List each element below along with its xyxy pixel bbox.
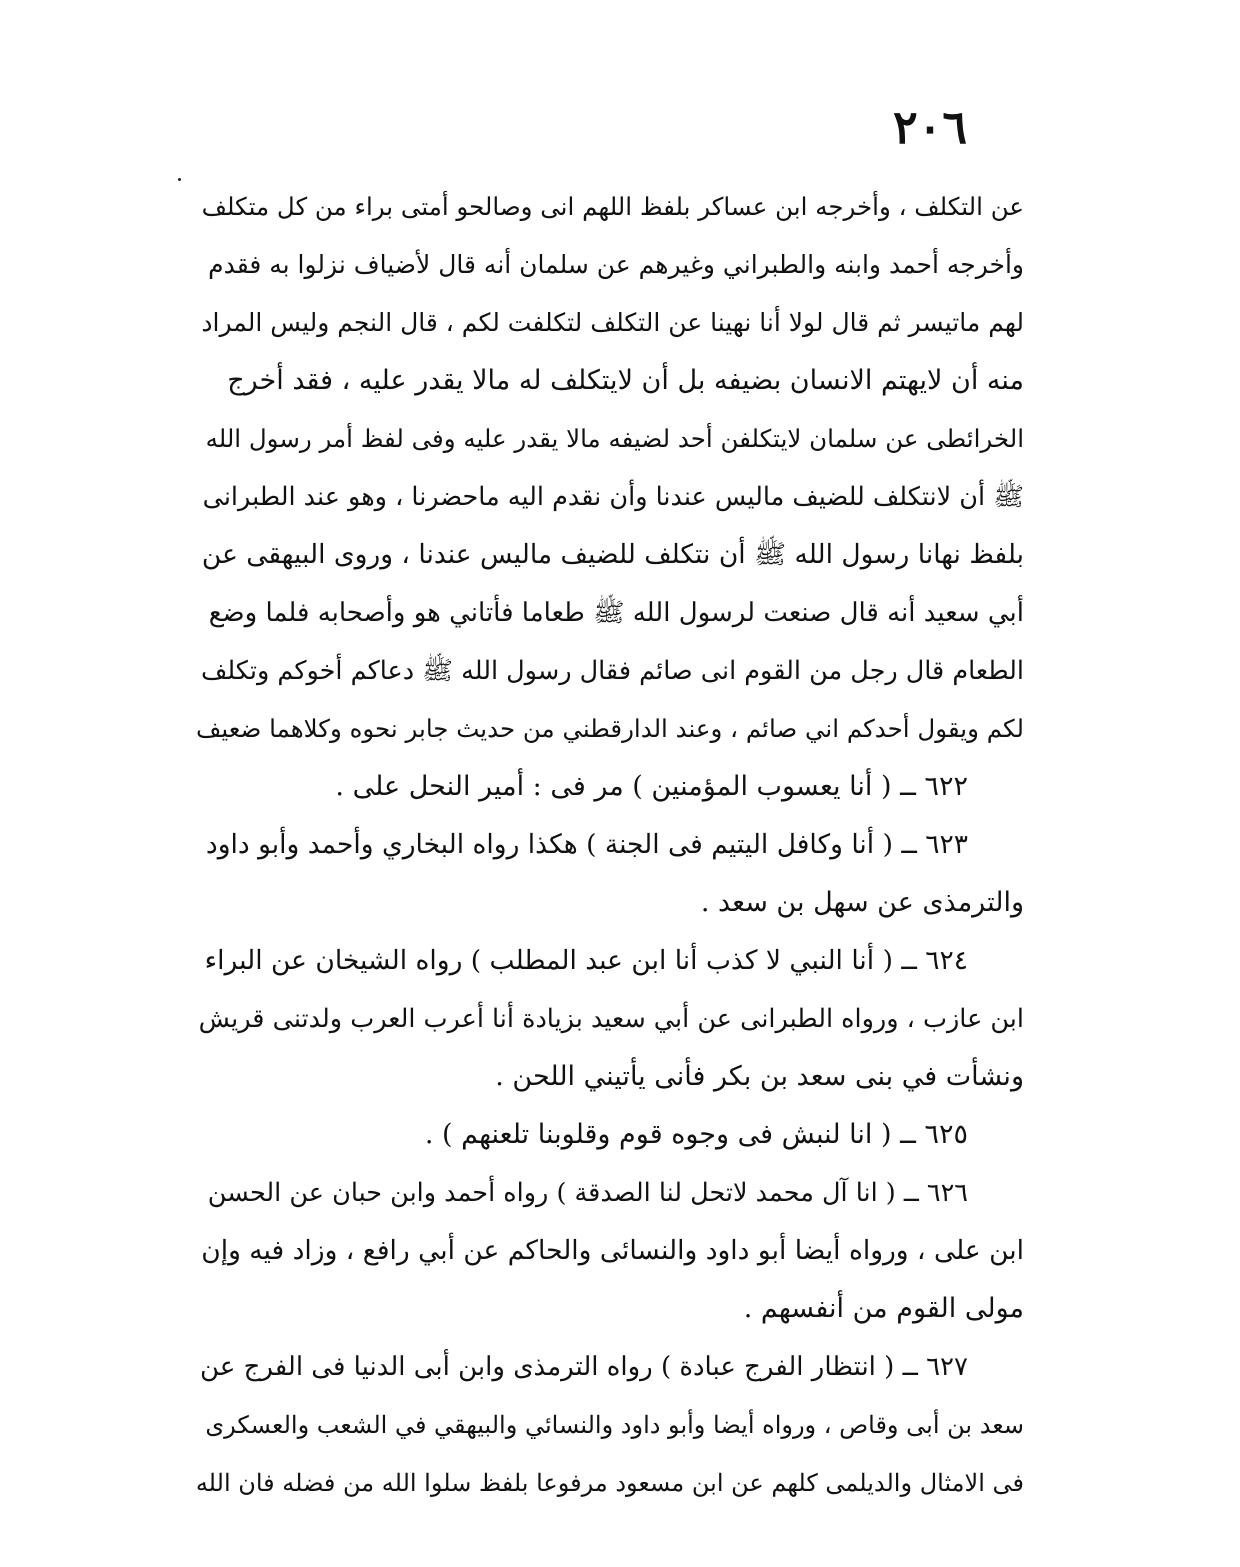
text-line: ٦٢٦ ــ ( انا آل محمد لاتحل لنا الصدقة ) رواه أحمد وابن حبان عن الحسن [207, 1178, 968, 1208]
text-line: ٦٢٥ ــ ( انا لنبش فى وجوه قوم وقلوبنا تلعنهم ) . [424, 1119, 968, 1150]
text-line: مولى القوم من أنفسهم . [743, 1293, 1024, 1324]
text-line: الطعام قال رجل من القوم انى صائم فقال رسول الله ﷺ دعاكم أخوكم وتكلف [200, 656, 1024, 686]
body-text [196, 178, 1024, 1512]
text-line: ابن عازب ، ورواه الطبرانى عن أبي سعيد بزيادة أنا أعرب العرب ولدتنى قريش [198, 1004, 1024, 1034]
scan-speck [178, 178, 181, 181]
text-line: ٦٢٤ ــ ( أنا النبي لا كذب أنا ابن عبد المطلب ) رواه الشيخان عن البراء [204, 945, 968, 976]
text-line: لكم ويقول أحدكم اني صائم ، وعند الدارقطني من حديث جابر نحوه وكلاهما ضعيف [196, 714, 1024, 743]
text-line: ابن على ، ورواه أيضا أبو داود والنسائى والحاكم عن أبي رافع ، وزاد فيه وإن [201, 1235, 1024, 1266]
text-line: منه أن لايهتم الانسان بضيفه بل أن لايتكلف له مالا يقدر عليه ، فقد أخرج [227, 365, 1024, 396]
text-line: والترمذى عن سهل بن سعد . [700, 887, 1024, 918]
text-line: سعد بن أبى وقاص ، ورواه أيضا وأبو داود والنسائي والبيهقي في الشعب والعسكرى [205, 1411, 1024, 1439]
text-line: أبي سعيد أنه قال صنعت لرسول الله ﷺ طعاما فأتاني هو وأصحابه فلما وضع [208, 598, 1024, 628]
page-number: ٢٠٦ [892, 100, 968, 154]
text-line: ﷺ أن لانتكلف للضيف ماليس عندنا وأن نقدم اليه ماحضرنا ، وهو عند الطبرانى [202, 482, 1024, 512]
text-line: الخرائطى عن سلمان لايتكلفن أحد لضيفه مالا يقدر عليه وفى لفظ أمر رسول الله [205, 424, 1024, 453]
text-line: ٦٢٧ ــ ( انتظار الفرج عبادة ) رواه الترمذى وابن أبى الدنيا فى الفرج عن [200, 1352, 968, 1382]
text-line: ونشأت في بنى سعد بن بكر فأنى يأتيني اللحن . [495, 1061, 1024, 1092]
text-line: فى الامثال والديلمى كلهم عن ابن مسعود مرفوعا بلفظ سلوا الله من فضله فان الله [196, 1469, 1024, 1497]
text-line: بلفظ نهانا رسول الله ﷺ أن نتكلف للضيف ماليس عندنا ، وروى البيهقى عن [201, 539, 1024, 570]
text-line: وأخرجه أحمد وابنه والطبراني وغيرهم عن سلمان أنه قال لأضياف نزلوا به فقدم [208, 250, 1024, 279]
text-line: لهم ماتيسر ثم قال لولا أنا نهينا عن التكلف لتكلفت لكم ، قال النجم وليس المراد [201, 308, 1024, 337]
text-line: ٦٢٢ ــ ( أنا يعسوب المؤمنين ) مر فى : أمير النحل على . [335, 771, 968, 802]
text-line: عن التكلف ، وأخرجه ابن عساكر بلفظ اللهم انى وصالحو أمتى براء من كل متكلف [201, 192, 1024, 221]
text-line: ٦٢٣ ــ ( أنا وكافل اليتيم فى الجنة ) هكذا رواه البخاري وأحمد وأبو داود [205, 829, 968, 860]
